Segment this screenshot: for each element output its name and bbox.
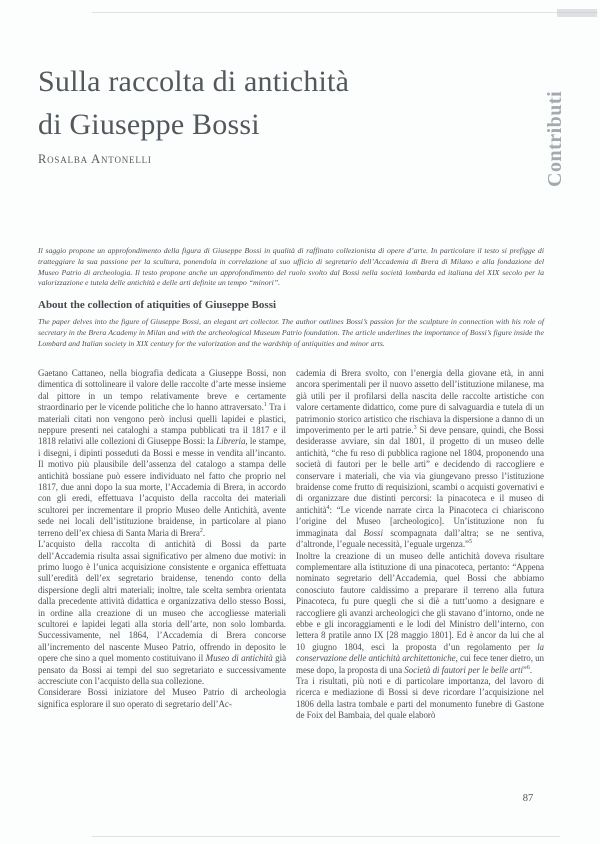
section-tab-contributi: Contributi [544, 90, 566, 188]
page-title [38, 60, 508, 146]
body-paragraph: Inoltre la creazione di un museo delle antichità doveva risultare complementare alla istituzione di una pinacoteca, pertanto: “Appena nominato segretario dell’Accademia, quel Bossi che abbiamo conosciuto fautore caldissimo a preparare il terreno alla futura Pinacoteca, fu pure quegli che si diè a tutt’uomo a designare e raccogliere gli avanzi archeologici che gli stavano d’intorno, onde ne ebbe e gli incoraggiamenti e le lodi del Ministro dell’interno, con lettera 8 pratile anno IX [28 maggio 1801]. Ed è ancor da lui che al 10 giugno 1804, escì la proposta d’un regolamento per la conservazione delle antichità architettoniche, cui fece tener dietro, un mese dopo, la proposta di una Società di fautori per le belle arti”$^6$. [296, 550, 544, 675]
footnote-marker: 4 [326, 504, 330, 511]
body-column-left [38, 368, 286, 798]
abstract-english: The paper delves into the figure of Giuseppe Bossi, an elegant art collector. The author outlines Bossi’s passion for the sculpture in connection with his role of secretary in the Brera Academy in Milan and with the archeological Museum Patrio foundation. The article underlines the importance of Bossi’s figure inside the Lombard and Italian society in XIX century for the valorization and the wardship of antiquities and minor arts. [38, 317, 544, 348]
body-paragraph: Tra i risultati, più noti e di particolare importanza, del lavoro di ricerca e mediazione di Bossi si deve ricordare l’acquisizione nel 1806 della lastra tombale e parti del monumento funebre di Gastone de Foix del Bambaia, del quale elaborò [296, 675, 544, 721]
footnote-marker: 5 [469, 539, 472, 546]
footnote-marker: 6 [526, 664, 530, 671]
body-column-right [296, 368, 544, 798]
abstract-english-heading: About the collection of atiquities of Giuseppe Bossi [38, 299, 277, 311]
page-title-line2: di Giuseppe Bossi [38, 108, 260, 141]
footnote-marker: 3 [413, 425, 417, 432]
footnote-marker: 2 [199, 527, 203, 534]
body-paragraph: Gaetano Cattaneo, nella biografia dedicata a Giuseppe Bossi, non dimentica di sottolineare il valore delle raccolte d’arte messe insieme dal pittore in un tempo relativamente breve e certamente straordinario per le vicende politiche che lo hanno attraversato.$^1$ Tra i materiali citati non vengono però inclusi quelli lapidei e plastici, neppure presenti nei cataloghi a stampa pubblicati tra il 1817 e il 1818 relativi alle collezioni di Giuseppe Bossi: la Libreria, le stampe, i disegni, i dipinti posseduti da Bossi e messe in vendita all’incanto. Il motivo più plausibile dell’assenza del catalogo a stampa delle antichità bossiane può essere individuato nel fatto che proprio nel 1817, due anni dopo la sua morte, l’Accademia di Brera, in accordo con gli eredi, effettuava l’acquisto della raccolta dei materiali scultorei per incrementare il proprio Museo delle Antichità, avente sede nei locali dell’istituzione braidense, in particolare al piano terreno dell’ex chiesa di Santa Maria di Brera$^2$. [38, 368, 286, 538]
scan-artifact-bottom-line [92, 836, 560, 837]
body-columns [38, 368, 544, 798]
author-name: Rosalba Antonelli [38, 152, 152, 166]
footnote-marker: 1 [263, 402, 267, 409]
scan-artifact-top-line [92, 12, 598, 13]
abstract-italian: Il saggio propone un approfondimento della figura di Giuseppe Bossi in qualità di raffinato collezionista di opere d’arte. In particolare il testo si prefigge di tratteggiare la sua passione per la scultura, ponendola in correlazione al suo ufficio di segretario dell’Accademia di Brera di Milano e alla fondazione del Museo Patrio di archeologia. Il testo propone anche un approfondimento del ruolo svolto dal Bossi nella società lombarda ed italiana del XIX secolo per la valorizzazione e tutela delle antichità e delle arti definite un tempo “minori”. [38, 246, 544, 288]
body-paragraph: Considerare Bossi iniziatore del Museo Patrio di archeologia significa esplorare il suo operato di segretario dell’Ac- [38, 687, 286, 709]
page-number: 87 [522, 793, 534, 804]
body-paragraph: cademia di Brera svolto, con l’energia della giovane età, in anni ancora sperimentali per il nuovo assetto dell’istituzione milanese, ma già utili per il profilarsi della nascita delle raccolte artistiche con valore certamente didattico, come pure di salvaguardia e tutela di un patrimonio storico artistico che rischiava la dispersione a danno di un impoverimento per le arti patrie.$^3$ Si deve pensare, quindi, che Bossi desiderasse avviare, sin dal 1801, il progetto di un museo delle antichità, “che fu reso di pubblica ragione nel 1804, proponendo una società di fautori per le belle arti” e decidendo di raccogliere e conservare i materiali, che via via giungevano presso l’istituzione braidense come frutto di requisizioni, scambi o acquisti governativi e di organizzare due distinti percorsi: la pinacoteca e il museo di antichità$^4$: “Le vicende narrate circa la Pinacoteca ci chiariscono l’origine del Museo [archeologico]. Un’istituzione non fu immaginata dal Bossi scompagnata dall’altra; se ne sentiva, d’altronde, l’eguale necessità, l’eguale urgenza.”$^5$ [296, 368, 544, 550]
page-title-line1: Sulla raccolta di antichità [38, 65, 350, 98]
body-paragraph: L’acquisto della raccolta di antichità di Bossi da parte dell’Accademia risulta assai significativo per almeno due motivi: in primo luogo è l’unica acquisizione consistente e organica effettuata sull’eredità dell’ex segretario braidense, tenendo conto della dispersione degli altri materiali; inoltre, tale scelta sembra orientata dalla precedente attività didattica e organizzativa dello stesso Bossi, in ordine alla creazione di un museo che accogliesse materiali scultorei e lapidei legati alla storia dell’arte, non solo lombarda. Successivamente, nel 1864, l’Accademia di Brera concorse all’incremento del nascente Museo Patrio, offrendo in deposito le opere che sino a quel momento costituivano il Museo di antichità già pensato da Bossi ai tempi del suo segretariato e successivamente accresciute con l’acquisto della sua collezione. [38, 539, 287, 686]
scan-artifact-top-mark [557, 9, 597, 17]
